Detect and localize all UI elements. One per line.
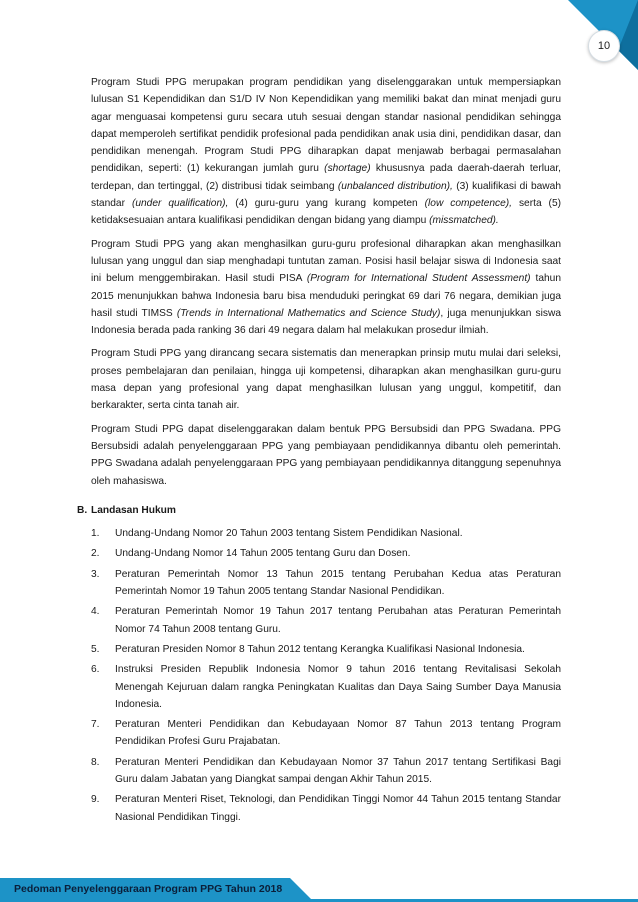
list-number: 8. [91, 756, 100, 768]
paragraph-text: Program Studi PPG yang dirancang secara sistematis dan menerapkan prinsip mutu mulai dari seleksi, proses pembelajaran dan penilaian, hingga uji kompetensi, diharapkan akan menghasilkan guru-guru masa depan yang profesional yang dapat menghasilkan lulusan yang unggul, kompetitif, dan berkarakter, serta cinta tanah air. [91, 348, 561, 412]
paragraph-text: (3) kualifikasi di bawah standar [91, 180, 561, 210]
paragraph-text: (4) guru-guru yang kurang kompeten [228, 198, 425, 210]
list-text: Peraturan Menteri Pendidikan dan Kebudayaan Nomor 87 Tahun 2013 tentang Program Pendidikan Profesi Guru Prajabatan. [115, 719, 561, 748]
list-item [91, 525, 561, 542]
italic-term: (Program for International Student Assessment) [306, 273, 531, 285]
list-text: Peraturan Pemerintah Nomor 13 Tahun 2015 tentang Perubahan Kedua atas Peraturan Pemerintah Nomor 19 Tahun 2005 tentang Standar Nasional Pendidikan. [115, 568, 561, 598]
list-item [91, 661, 561, 713]
footer-title: Pedoman Penyelenggaraan Program PPG Tahun 2018 [14, 883, 283, 895]
list-number: 1. [91, 528, 100, 540]
list-text: Peraturan Menteri Pendidikan dan Kebudayaan Nomor 37 Tahun 2017 tentang Sertifikasi Bagi Guru dalam Jabatan yang Diangkat sampai dengan Akhir Tahun 2015. [115, 756, 561, 785]
list-number: 5. [91, 643, 100, 655]
paragraph-text: serta (5) ketidaksesuaian antara kualifikasi pendidikan dengan bidang yang diampu [91, 198, 562, 227]
legal-basis-list [91, 525, 561, 826]
footer-bar [0, 878, 290, 900]
list-number: 4. [91, 606, 100, 618]
list-text: Undang-Undang Nomor 14 Tahun 2005 tentang Guru dan Dosen. [115, 548, 411, 560]
section-title: Landasan Hukum [91, 504, 176, 516]
list-text: Instruksi Presiden Republik Indonesia Nomor 9 tahun 2016 tentang Revitalisasi Sekolah Menengah Kejuruan dalam rangka Peningkatan Kualitas dan Daya Saing Sumber Daya Manusia Indonesia. [115, 664, 561, 710]
list-item [91, 754, 561, 789]
list-item [91, 603, 561, 638]
italic-term: (low competence), [424, 198, 513, 210]
list-number: 3. [91, 568, 100, 580]
list-item [91, 791, 561, 826]
list-number: 7. [91, 719, 100, 731]
paragraph [91, 236, 561, 340]
italic-term: (Trends in International Mathematics and Science Study) [176, 307, 441, 319]
list-item [91, 545, 561, 562]
italic-term: (missmatched). [429, 215, 499, 227]
list-item [91, 566, 561, 601]
italic-term: (unbalanced distribution), [337, 180, 453, 192]
paragraph-text: Program Studi PPG merupakan program pendidikan yang diselenggarakan untuk mempersiapkan lulusan S1 Kependidikan dan S1/D IV Non Kependidikan yang memiliki bakat dan minat menjadi guru agar menguasai kompetensi guru secara utuh sesuai dengan standar nasional pendidikan sehingga dapat memperoleh sertifikat pendidik profesional pada pendidikan anak usia dini, pendidikan dasar, dan pendidikan menengah. Program Studi PPG diharapkan dapat menjawab berbagai permasalahan pendidikan, seperti: (1) kekurangan jumlah guru [91, 77, 561, 175]
paragraph-text: Program Studi PPG dapat diselenggarakan dalam bentuk PPG Bersubsidi dan PPG Swadana. PPG Bersubsidi adalah penyelenggaraan PPG yang pembiayaan pendidikannya dibantu oleh pemerintah. PPG Swadana adalah penyelenggaraan PPG yang pembiayaan pendidikannya ditanggung sepenuhnya oleh mahasiswa. [91, 423, 561, 487]
list-item [91, 716, 561, 751]
list-text: Peraturan Pemerintah Nomor 19 Tahun 2017 tentang Perubahan atas Peraturan Pemerintah Nomor 74 Tahun 2008 tentang Guru. [115, 606, 561, 635]
section-heading [77, 502, 561, 519]
paragraph-text: , juga menunjukkan siswa Indonesia berada pada ranking 36 dari 49 negara dalam hal melakukan prosedur ilmiah. [91, 307, 561, 337]
list-text: Undang-Undang Nomor 20 Tahun 2003 tentang Sistem Pendidikan Nasional. [115, 528, 463, 540]
italic-term: (under qualification), [131, 198, 229, 210]
paragraph [91, 421, 561, 490]
paragraph-text: Program Studi PPG yang akan menghasilkan guru-guru profesional diharapkan akan menghasilkan lulusan yang unggul dan siap menghadapi tuntutan zaman. Posisi hasil belajar siswa di Indonesia saat ini belum menggembirakan. Hasil studi PISA [91, 238, 561, 285]
document-body [77, 74, 562, 829]
italic-term: (shortage) [324, 163, 371, 175]
list-text: Peraturan Menteri Riset, Teknologi, dan Pendidikan Tinggi Nomor 44 Tahun 2015 tentang Standar Nasional Pendidikan Tinggi. [115, 794, 561, 823]
paragraph-text: tahun 2015 menunjukkan bahwa Indonesia baru bisa menduduki peringkat 69 dari 76 negara, demikian juga hasil studi TIMSS [91, 273, 561, 319]
section-letter: B. [77, 504, 88, 516]
paragraph [91, 345, 561, 414]
paragraph-text: khususnya pada daerah-daerah terluar, terdepan, dan tertinggal, (2) distribusi tidak seimbang [91, 163, 561, 192]
list-number: 6. [91, 664, 100, 676]
list-item [91, 641, 561, 658]
list-text: Peraturan Presiden Nomor 8 Tahun 2012 tentang Kerangka Kualifikasi Nasional Indonesia. [115, 643, 525, 655]
page-number: 10 [588, 30, 620, 62]
paragraph [91, 74, 561, 230]
list-number: 2. [91, 548, 100, 560]
list-number: 9. [91, 794, 100, 806]
